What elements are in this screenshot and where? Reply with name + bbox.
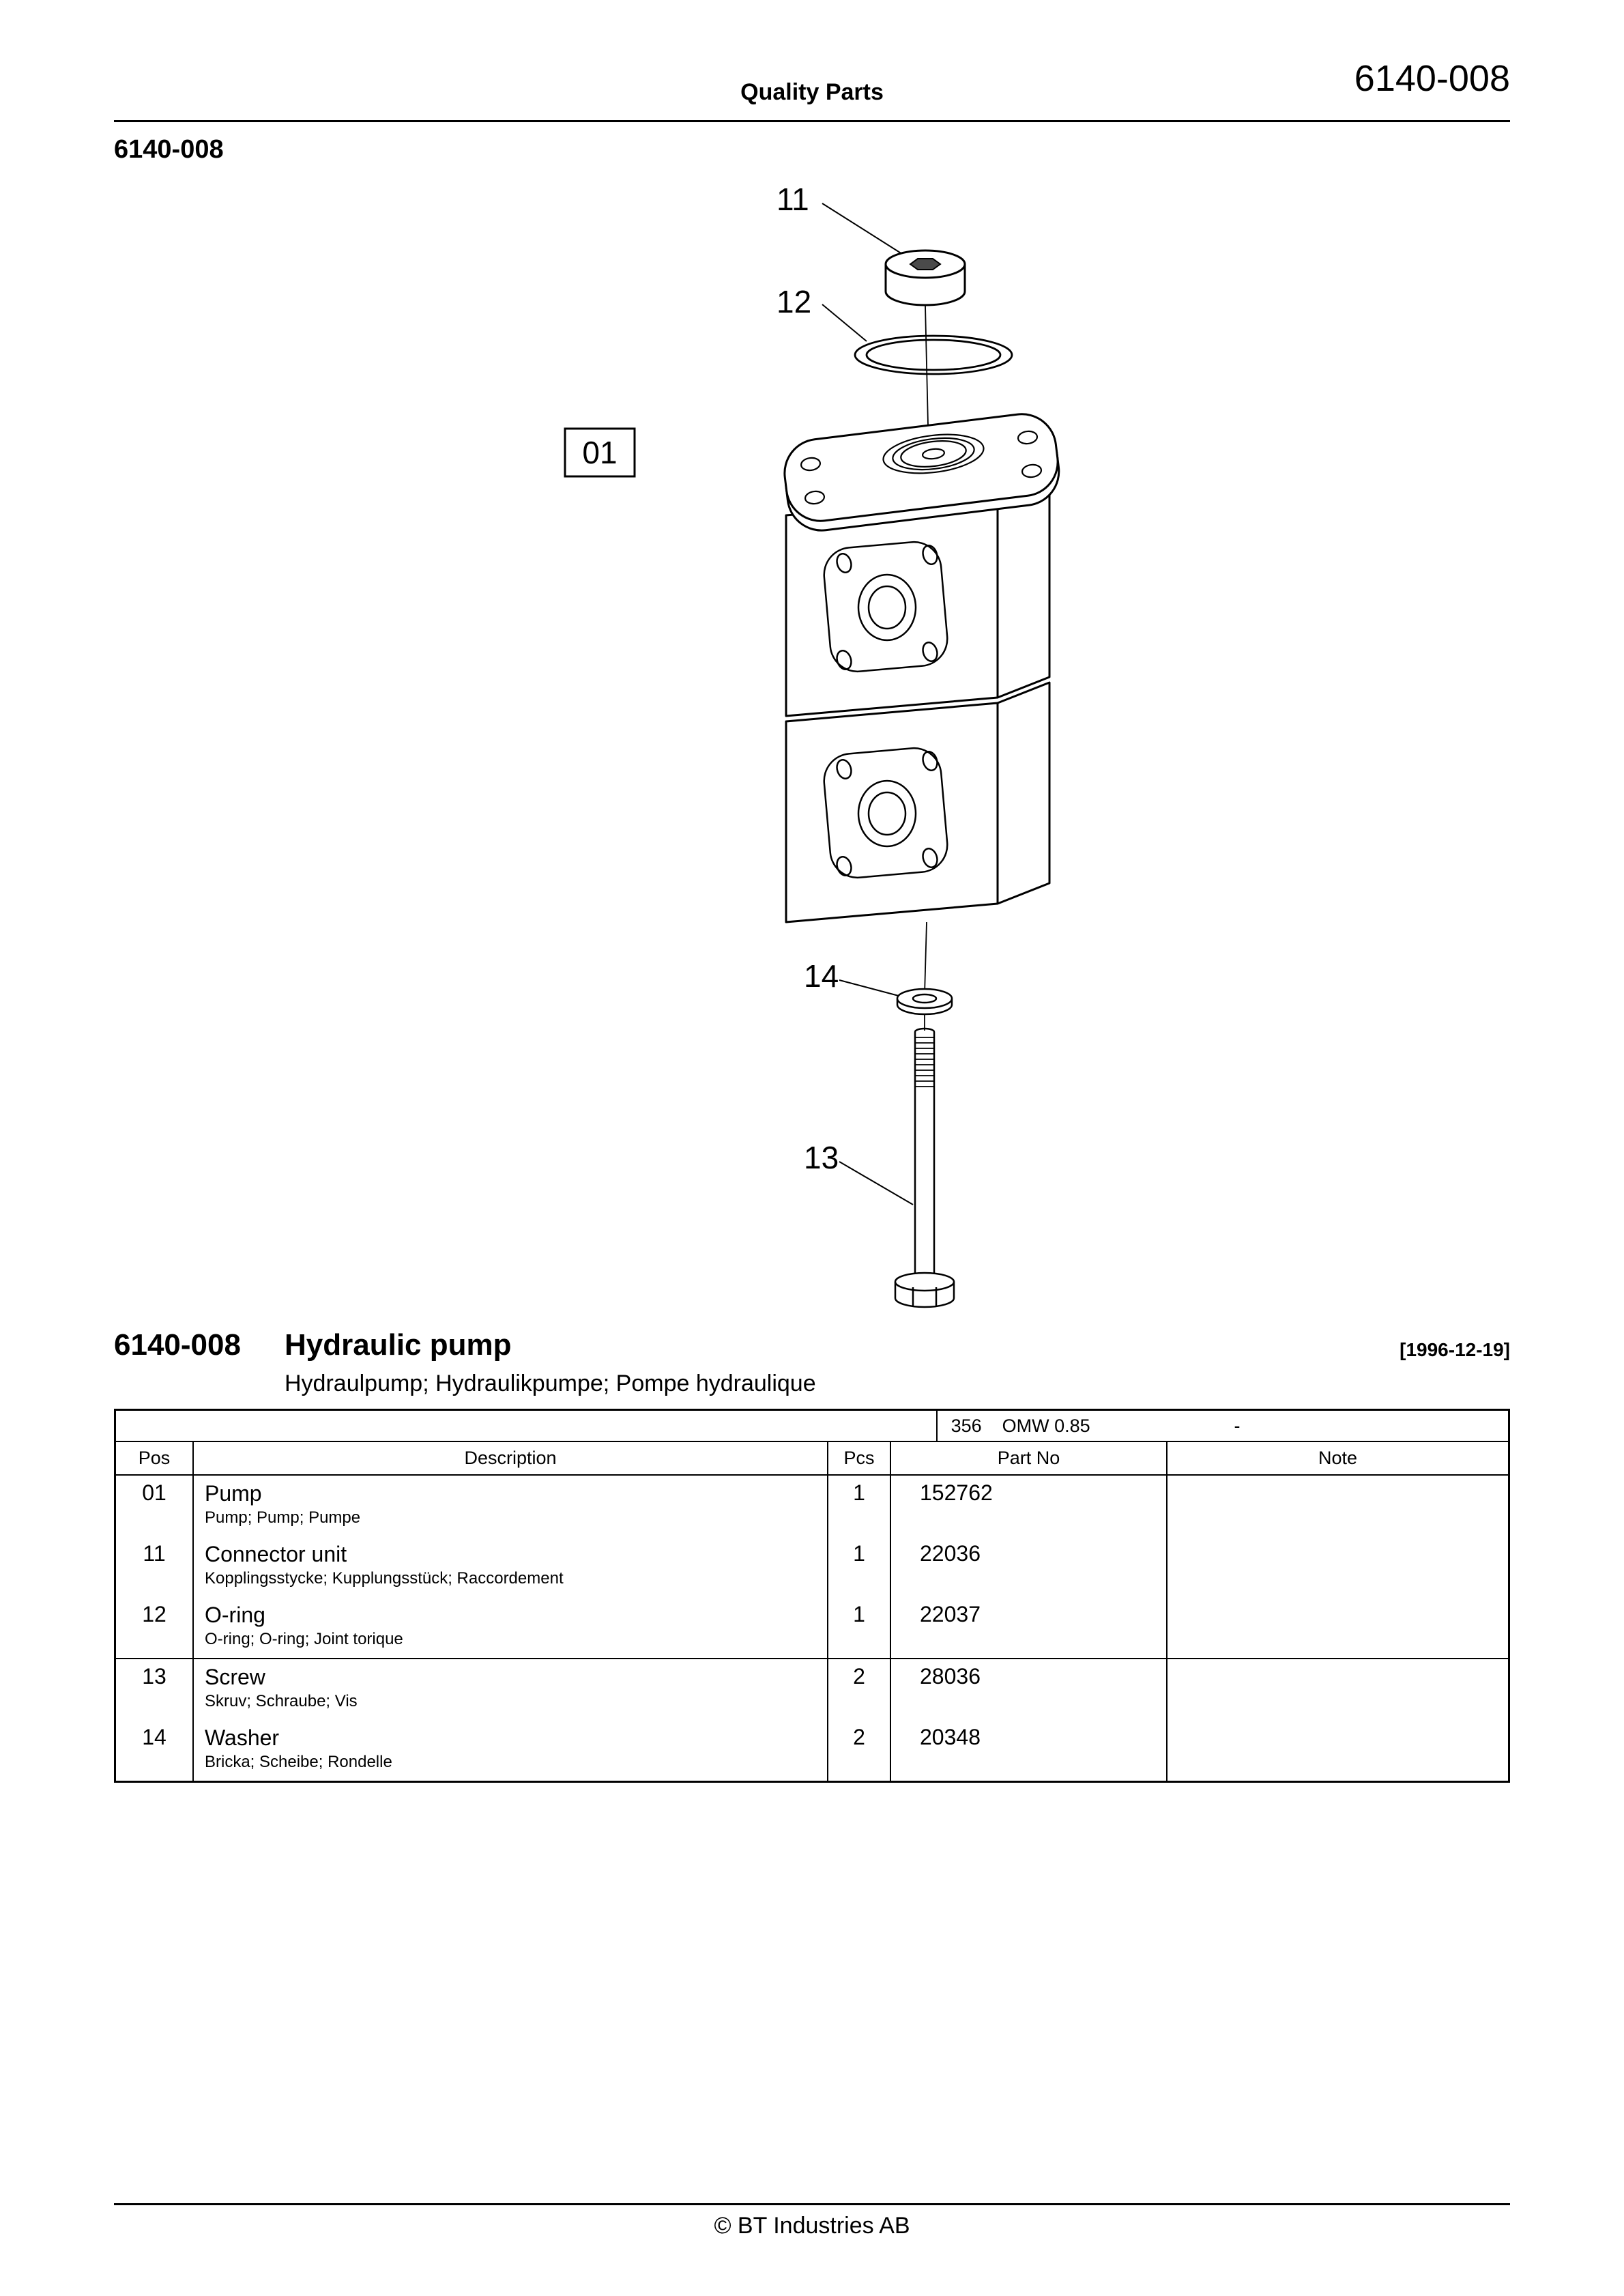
callout-14: 14 xyxy=(804,958,839,994)
description-cell xyxy=(193,1536,828,1597)
hex-socket xyxy=(910,259,940,270)
col-header-partno: Part No xyxy=(890,1442,1167,1475)
callout-01: 01 xyxy=(582,435,618,470)
table-header-row xyxy=(116,1442,1508,1475)
section-code: 6140-008 xyxy=(114,1328,241,1362)
section-name: Hydraulic pump xyxy=(285,1328,512,1362)
leader-line-12 xyxy=(822,304,867,341)
centerline-bottom xyxy=(925,922,927,994)
pump-body-drawing xyxy=(786,476,1049,922)
table-row xyxy=(116,1536,1508,1597)
pcs-cell: 1 xyxy=(828,1597,890,1659)
col-header-note: Note xyxy=(1167,1442,1508,1475)
o-ring-drawing xyxy=(855,336,1012,374)
description-translations: Skruv; Schraube; Vis xyxy=(205,1692,358,1710)
partno-cell: 22037 xyxy=(890,1597,1167,1659)
callout-11: 11 xyxy=(777,182,809,217)
section-date: [1996-12-19] xyxy=(1400,1339,1510,1360)
leader-line-14 xyxy=(839,980,899,996)
note-cell xyxy=(1167,1659,1508,1720)
washer-drawing xyxy=(897,989,952,1014)
partno-cell: 152762 xyxy=(890,1475,1167,1536)
footer-rule xyxy=(114,2203,1510,2205)
centerline-top xyxy=(925,306,928,425)
model-spec: OMW 0.85 xyxy=(1002,1415,1090,1436)
description-main: O-ring xyxy=(205,1603,265,1627)
page-code-header: 6140-008 xyxy=(1354,58,1510,99)
footer-copyright: © BT Industries AB xyxy=(714,2213,910,2239)
note-cell xyxy=(1167,1720,1508,1781)
pos-cell: 13 xyxy=(116,1659,193,1720)
callout-13: 13 xyxy=(804,1140,839,1175)
pos-cell: 14 xyxy=(142,1725,166,1749)
description-main: Pump xyxy=(205,1481,262,1506)
section-subtitle: Hydraulpump; Hydraulikpumpe; Pompe hydraulique xyxy=(285,1371,816,1396)
partno-cell: 20348 xyxy=(890,1720,1167,1781)
note-cell xyxy=(1167,1475,1508,1536)
description-main: Connector unit xyxy=(205,1542,347,1566)
callout-12: 12 xyxy=(777,284,812,319)
table-row xyxy=(116,1475,1508,1536)
description-cell xyxy=(193,1475,828,1536)
leader-line-11 xyxy=(822,203,902,254)
pcs-cell: 1 xyxy=(828,1536,890,1597)
description-translations: Pump; Pump; Pumpe xyxy=(205,1508,361,1527)
description-cell xyxy=(193,1659,828,1720)
col-header-pcs: Pcs xyxy=(828,1442,890,1475)
parts-table xyxy=(114,1409,1510,1783)
note-cell xyxy=(1167,1536,1508,1597)
partno-cell: 28036 xyxy=(890,1659,1167,1720)
model-info-row xyxy=(116,1411,1508,1442)
pos-cell: 11 xyxy=(143,1541,166,1566)
leader-line-13 xyxy=(839,1162,913,1205)
screw-threads xyxy=(915,1037,934,1087)
pcs-cell: 2 xyxy=(828,1659,890,1720)
description-translations: O-ring; O-ring; Joint torique xyxy=(205,1630,403,1648)
page-code-left: 6140-008 xyxy=(114,135,224,164)
description-main: Screw xyxy=(205,1665,265,1689)
connector-unit-drawing xyxy=(886,250,965,305)
table-row xyxy=(116,1720,1508,1781)
description-cell xyxy=(193,1720,828,1781)
header-rule xyxy=(114,120,1510,122)
model-info-blank-cell xyxy=(116,1411,938,1441)
partno-cell: 22036 xyxy=(890,1536,1167,1597)
description-translations: Kopplingsstycke; Kupplungsstück; Raccordement xyxy=(205,1569,564,1588)
pcs-cell: 1 xyxy=(828,1475,890,1536)
description-cell xyxy=(193,1597,828,1659)
pos-cell: 01 xyxy=(142,1480,166,1505)
catalog-title: Quality Parts xyxy=(740,79,884,105)
table-row xyxy=(116,1597,1508,1659)
col-header-pos: Pos xyxy=(116,1442,193,1475)
table-row xyxy=(116,1659,1508,1720)
screw-drawing xyxy=(895,1029,954,1307)
section-title-block xyxy=(114,1328,1510,1403)
model-info-cell xyxy=(938,1411,1508,1441)
exploded-diagram xyxy=(478,171,1160,1399)
model-number: 356 xyxy=(951,1415,982,1436)
serial-range: - xyxy=(1234,1415,1241,1436)
pos-cell: 12 xyxy=(142,1602,166,1626)
description-translations: Bricka; Scheibe; Rondelle xyxy=(205,1753,392,1771)
pcs-cell: 2 xyxy=(828,1720,890,1781)
note-cell xyxy=(1167,1597,1508,1659)
col-header-description: Description xyxy=(193,1442,828,1475)
description-main: Washer xyxy=(205,1725,280,1750)
